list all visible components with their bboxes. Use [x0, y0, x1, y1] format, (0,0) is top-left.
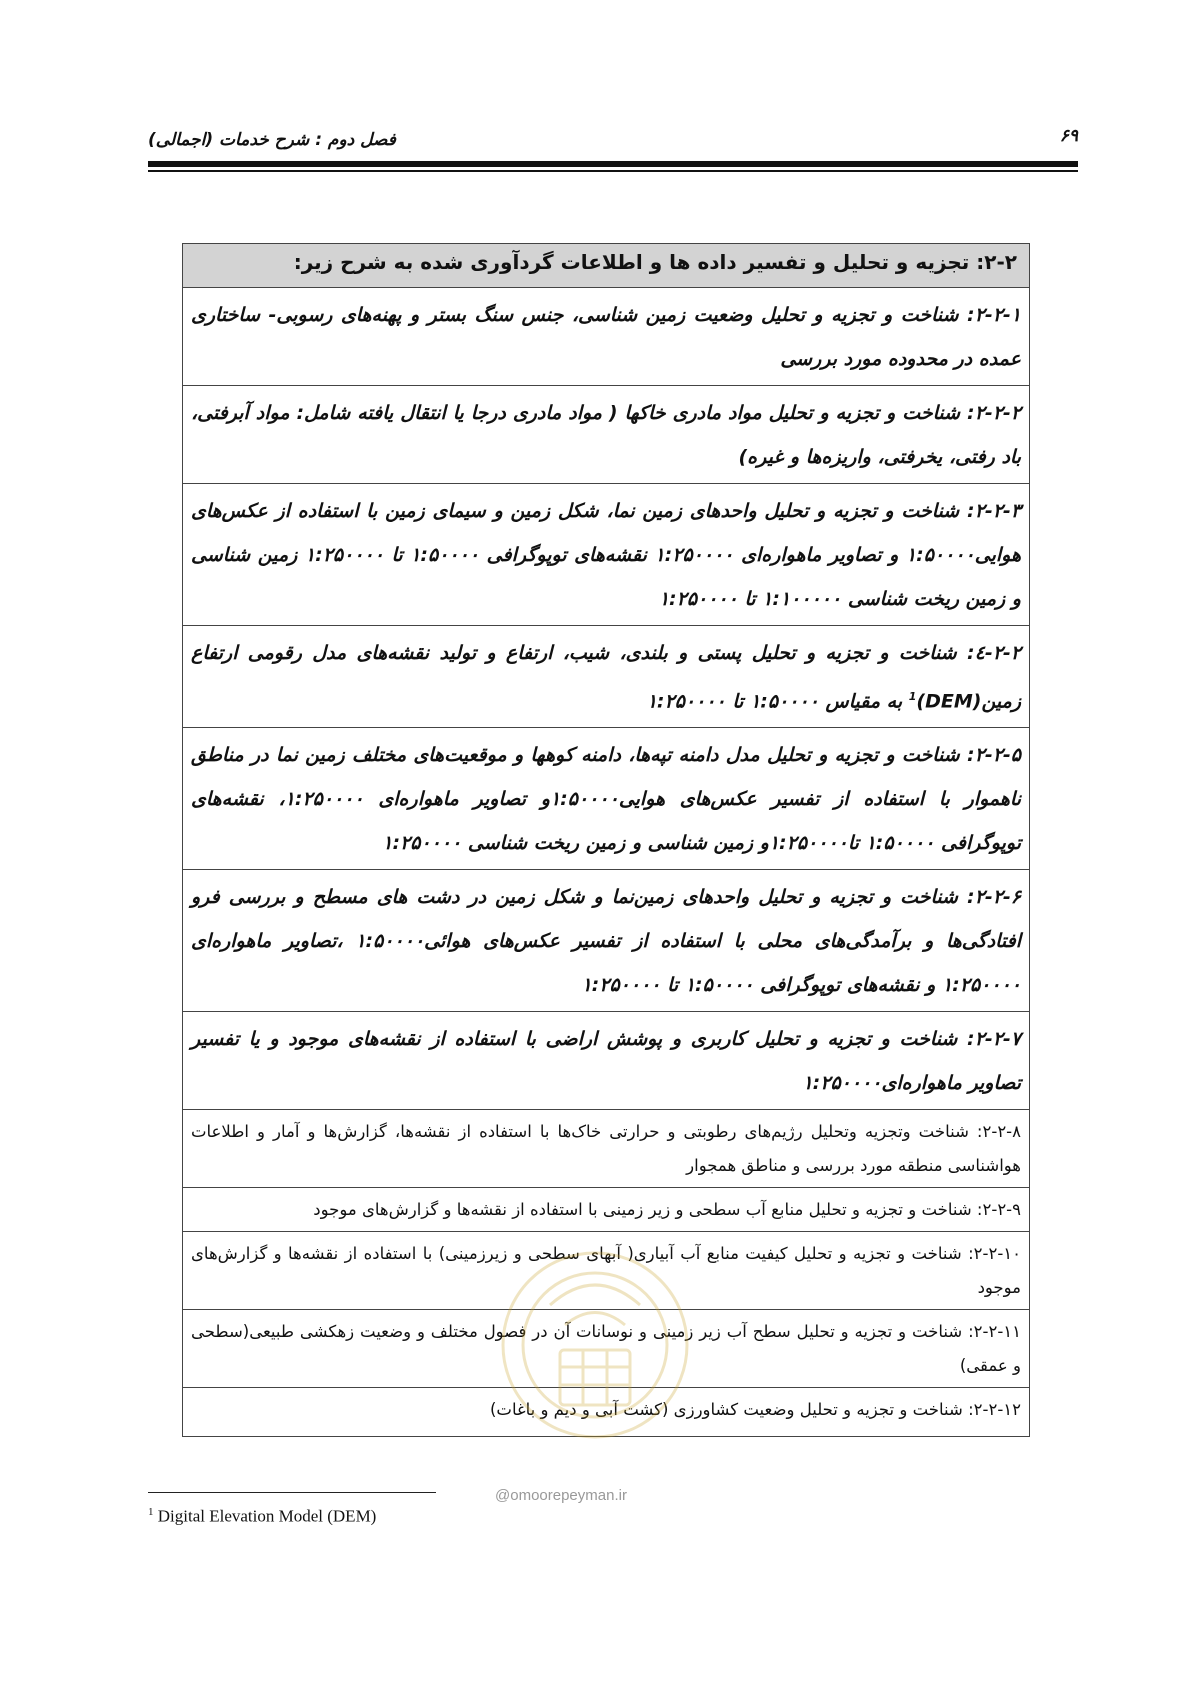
- item-2-2-5: ۲-۲-۵: شناخت و تجزیه و تحلیل مدل دامنه تپه‌ها، دامنه کوهها و موقعیت‌های مختلف زمین نما در مناطق ناهموار با استفاده از تفسیر عکس‌های هوایی۱:۵۰۰۰۰و تصاویر ماهواره‌ای ۱:۲۵۰۰۰۰، نقشه‌های توپوگرافی ۱:۵۰۰۰۰ تا۱:۲۵۰۰۰۰و زمین شناسی و زمین ریخت شناسی ۱:۲۵۰۰۰۰: [183, 728, 1029, 870]
- page-header: [148, 126, 1078, 166]
- item-2-2-2: ۲-۲-۲: شناخت و تجزیه و تحلیل مواد مادری خاکها ( مواد مادری درجا یا انتقال یافته شامل: مواد آبرفتی، باد رفتی، یخرفتی، واریزه‌ها و غیره): [183, 386, 1029, 484]
- item-2-2-4: [183, 626, 1029, 728]
- chapter-title: فصل دوم : شرح خدمات (اجمالی): [148, 130, 396, 150]
- footnote-mark: 1: [148, 1506, 154, 1518]
- item-2-2-8: ۲-۲-۸: شناخت وتجزیه وتحلیل رژیم‌های رطوبتی و حرارتی خاک‌ها با استفاده از نقشه‌ها، گزارش‌ها و آمار و اطلاعات هواشناسی منطقه مورد بررسی و مناطق همجوار: [183, 1110, 1029, 1188]
- watermark-logo: [490, 1225, 700, 1485]
- page-number: ۶۹: [1059, 126, 1078, 146]
- footnote-reference: 1: [908, 690, 917, 703]
- header-rule-thin: [148, 170, 1078, 172]
- footnote-text: Digital Elevation Model (DEM): [157, 1506, 377, 1526]
- item-2-2-9: ۲-۲-۹: شناخت و تجزیه و تحلیل منابع آب سطحی و زیر زمینی با استفاده از نقشه‌ها و گزارش‌های موجود: [183, 1188, 1029, 1232]
- footnote-rule: [148, 1492, 436, 1493]
- item-2-2-4-text: ۲-۲-٤: شناخت و تجزیه و تحلیل پستی و بلندی، شیب، ارتفاع و تولید نقشه‌های مدل رقومی ارتفاع زمین(DEM): [191, 642, 1021, 713]
- item-2-2-3: ۲-۲-۳: شناخت و تجزیه و تحلیل واحدهای زمین نما، شکل زمین و سیمای زمین با استفاده از عکس‌های هوایی۱:۵۰۰۰۰ و تصاویر ماهواره‌ای ۱:۲۵۰۰۰۰ نقشه‌های توپوگرافی ۱:۵۰۰۰۰ تا ۱:۲۵۰۰۰۰ زمین شناسی و زمین ریخت شناسی ۱:۱۰۰۰۰۰ تا ۱:۲۵۰۰۰۰: [183, 484, 1029, 626]
- item-2-2-12: ۲-۲-۱۲: شناخت و تجزیه و تحلیل وضعیت کشاورزی (کشت آبی و دیم و باغات): [489, 1400, 1021, 1420]
- watermark-site: @omoorepeyman.ir: [495, 1487, 627, 1504]
- item-2-2-11: ۲-۲-۱۱: شناخت و تجزیه و تحلیل سطح آب زیر زمینی و نوسانات آن در فصول مختلف و وضعیت زهکشی طبیعی(سطحی و عمقی): [183, 1310, 1029, 1388]
- header-rule-thick: [148, 161, 1078, 167]
- footnote: [148, 1506, 376, 1527]
- item-2-2-1: ۲-۲-۱: شناخت و تجزیه و تحلیل وضعیت زمین شناسی، جنس سنگ بستر و پهنه‌های رسوبی- ساختاری عمده در محدوده مورد بررسی: [183, 288, 1029, 386]
- item-2-2-7: ۲-۲-۷: شناخت و تجزیه و تحلیل کاربری و پوشش اراضی با استفاده از نقشه‌های موجود و یا تفسیر تصاویر ماهواره‌ای۱:۲۵۰۰۰۰: [183, 1012, 1029, 1110]
- item-2-2-4-scale: به مقیاس ۱:۵۰۰۰۰ تا ۱:۲۵۰۰۰۰: [646, 690, 909, 713]
- section-title: ۲-۲: تجزیه و تحلیل و تفسیر داده ها و اطلاعات گردآوری شده به شرح زیر:: [183, 244, 1029, 288]
- item-2-2-6: ۲-۲-۶: شناخت و تجزیه و تحلیل واحدهای زمین‌نما و شکل زمین در دشت های مسطح و بررسی فرو افتادگی‌ها و برآمدگی‌های محلی با استفاده از تفسیر عکس‌های هوائی۱:۵۰۰۰۰ ،تصاویر ماهواره‌ای ۱:۲۵۰۰۰۰ و نقشه‌های توپوگرافی ۱:۵۰۰۰۰ تا ۱:۲۵۰۰۰۰: [183, 870, 1029, 1012]
- item-2-2-10: ۲-۲-۱۰: شناخت و تجزیه و تحلیل کیفیت منابع آب آبیاری( آبهای سطحی و زیرزمینی) با استفاده از نقشه‌ها و گزارش‌های موجود: [183, 1232, 1029, 1310]
